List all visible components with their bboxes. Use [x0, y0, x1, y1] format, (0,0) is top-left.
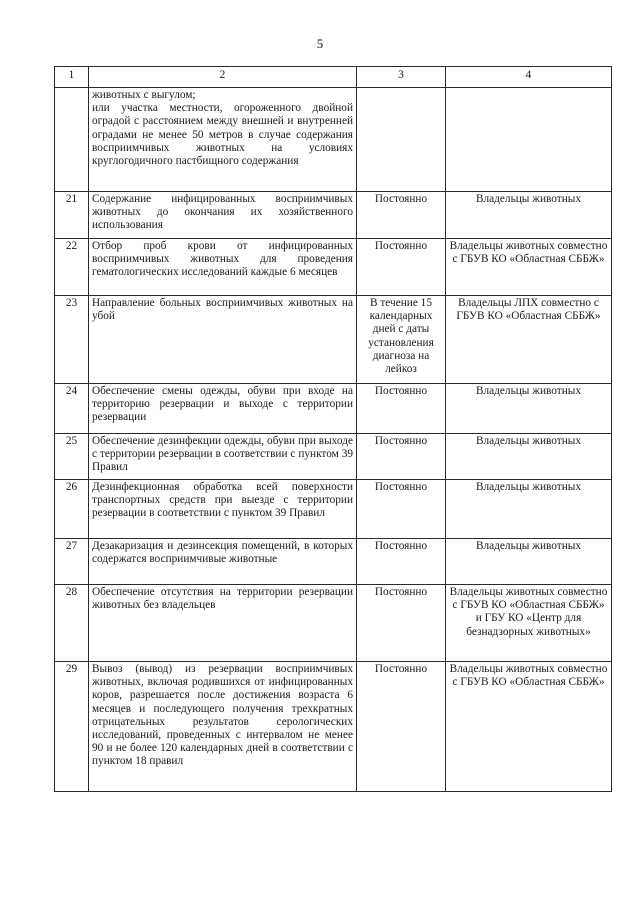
period-cell: [357, 88, 446, 192]
column-header: 3: [357, 67, 446, 88]
table-row: [55, 384, 612, 434]
table-row: [55, 585, 612, 662]
measure-text: Отбор проб крови от инфицированных восприимчивых животных для проведения гематологических исследований каждые 6 месяцев: [89, 239, 357, 296]
measure-text: Обеспечение смены одежды, обуви при входе на территорию резервации и выходе с территории резервации: [89, 384, 357, 434]
table-header-row: [55, 67, 612, 88]
period-cell: Постоянно: [357, 480, 446, 539]
period-cell: Постоянно: [357, 662, 446, 792]
measure-text: животных с выгулом; или участка местности, огороженного двойной оградой с расстоянием между внешней и внутренней оградами не менее 50 метров в случае содержания восприимчивых животных на условиях круглогодичного пастбищного содержания: [89, 88, 357, 192]
measure-text: Дезинфекционная обработка всей поверхности транспортных средств при выезде с территории резервации в соответствии с пунктом 39 Правил: [89, 480, 357, 539]
responsible-cell: Владельцы животных: [446, 480, 612, 539]
responsible-cell: Владельцы ЛПХ совместно с ГБУВ КО «Областная СББЖ»: [446, 296, 612, 384]
measure-text: Обеспечение дезинфекции одежды, обуви при выходе с территории резервации в соответствии с пунктом 39 Правил: [89, 434, 357, 480]
row-number: 25: [55, 434, 89, 480]
table-row: [55, 662, 612, 792]
responsible-cell: Владельцы животных совместно с ГБУВ КО «Областная СББЖ» и ГБУ КО «Центр для безнадзорных животных»: [446, 585, 612, 662]
table-row: [55, 88, 612, 192]
row-number: 29: [55, 662, 89, 792]
measure-text: Содержание инфицированных восприимчивых животных до окончания их хозяйственного использования: [89, 192, 357, 239]
responsible-cell: [446, 88, 612, 192]
table-row: [55, 239, 612, 296]
row-number: 22: [55, 239, 89, 296]
measure-text: Обеспечение отсутствия на территории резервации животных без владельцев: [89, 585, 357, 662]
measure-text: Вывоз (вывод) из резервации восприимчивых животных, включая родившихся от инфицированных коров, разрешается после достижения возраста 6 месяцев и последующего получения трехкратных отрицательных результатов серологических исследований, проведенных с интервалом не менее 90 и не более 120 календарных дней в соответствии с пунктом 18 правил: [89, 662, 357, 792]
period-cell: Постоянно: [357, 384, 446, 434]
row-number: 26: [55, 480, 89, 539]
responsible-cell: Владельцы животных: [446, 192, 612, 239]
measures-table: [54, 66, 612, 792]
responsible-cell: Владельцы животных совместно с ГБУВ КО «Областная СББЖ»: [446, 239, 612, 296]
row-number: 27: [55, 539, 89, 585]
table-row: [55, 192, 612, 239]
table-row: [55, 539, 612, 585]
table-row: [55, 296, 612, 384]
row-number: 24: [55, 384, 89, 434]
table-row: [55, 434, 612, 480]
row-number: [55, 88, 89, 192]
measure-text: Направление больных восприимчивых животных на убой: [89, 296, 357, 384]
responsible-cell: Владельцы животных: [446, 434, 612, 480]
measure-text: Дезакаризация и дезинсекция помещений, в которых содержатся восприимчивые животные: [89, 539, 357, 585]
page-number: 5: [316, 36, 324, 51]
period-cell: Постоянно: [357, 239, 446, 296]
row-number: 21: [55, 192, 89, 239]
responsible-cell: Владельцы животных совместно с ГБУВ КО «Областная СББЖ»: [446, 662, 612, 792]
responsible-cell: Владельцы животных: [446, 384, 612, 434]
responsible-cell: Владельцы животных: [446, 539, 612, 585]
period-cell: Постоянно: [357, 539, 446, 585]
column-header: 1: [55, 67, 89, 88]
row-number: 28: [55, 585, 89, 662]
period-cell: Постоянно: [357, 192, 446, 239]
column-header: 2: [89, 67, 357, 88]
column-header: 4: [446, 67, 612, 88]
period-cell: Постоянно: [357, 585, 446, 662]
period-cell: В течение 15 календарных дней с даты установления диагноза на лейкоз: [357, 296, 446, 384]
table-row: [55, 480, 612, 539]
row-number: 23: [55, 296, 89, 384]
period-cell: Постоянно: [357, 434, 446, 480]
